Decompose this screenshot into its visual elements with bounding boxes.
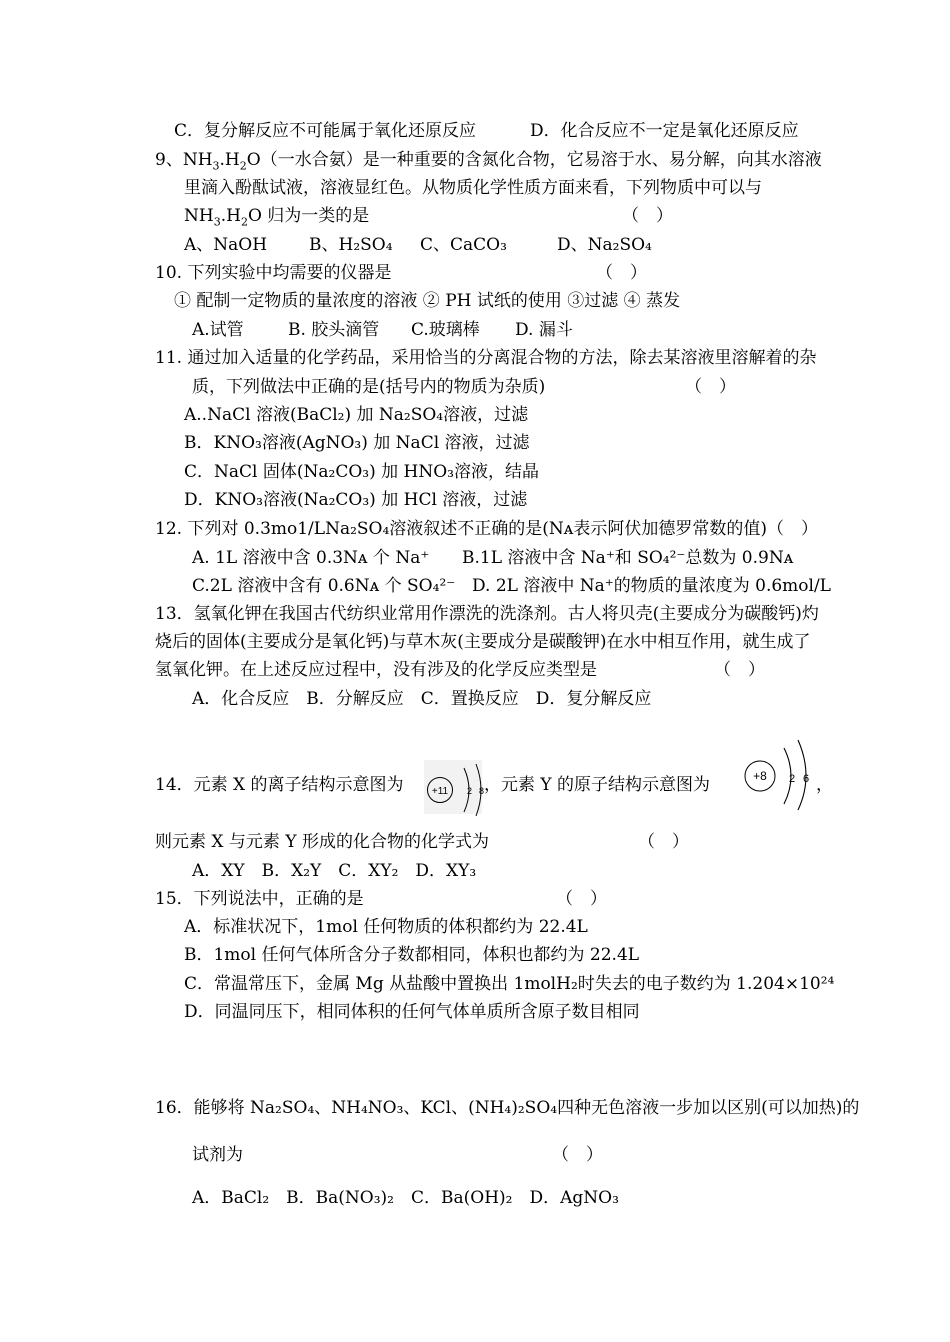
q16-stem-line2: 试剂为 xyxy=(192,1145,243,1165)
diagram-x-shell-1: 2 xyxy=(467,786,473,796)
q8-option-d: D．化合反应不一定是氧化还原反应 xyxy=(530,121,799,141)
q15-stem: 15．下列说法中，正确的是 xyxy=(155,889,364,909)
q12-option-d: D. 2L 溶液中 Na⁺的物质的量浓度为 0.6mol/L xyxy=(472,576,831,596)
q9-option-a: A、NaOH xyxy=(184,235,268,255)
q10-stem: 10. 下列实验中均需要的仪器是 xyxy=(155,263,392,283)
q9-option-b: B、H₂SO₄ xyxy=(309,235,393,255)
q9-stem-line2: 里滴入酚酞试液，溶液显红色。从物质化学性质方面来看，下列物质中可以与 xyxy=(184,178,762,198)
ion-structure-diagram-x xyxy=(424,760,485,814)
q13-answer-paren: （ ） xyxy=(714,660,765,680)
q10-option-b: B. 胶头滴管 xyxy=(288,320,380,340)
diagram-y-nucleus: +8 xyxy=(753,769,767,783)
q10-option-a: A.试管 xyxy=(192,320,244,340)
q16-stem-line1: 16．能够将 Na₂SO₄、NH₄NO₃、KCl、(NH₄)₂SO₄四种无色溶液一步加以区别(可以加热)的 xyxy=(155,1098,860,1118)
q9-stem-line1: 9、$NH_3.H_2O$（一水合氨）是一种重要的含氮化合物，它易溶于水、易分解，向其水溶液 xyxy=(155,150,822,173)
q12-stem: 12. 下列对 0.3mo1/LNa₂SO₄溶液叙述不正确的是(Nᴀ表示阿伏加德罗常数的值)（ ） xyxy=(155,519,819,539)
q14-options: A．XY B．X₂Y C．XY₂ D．XY₃ xyxy=(192,861,477,881)
q15-answer-paren: （ ） xyxy=(556,889,607,909)
diagram-y-shell-2: 6 xyxy=(803,773,810,785)
q12-option-c: C.2L 溶液中含有 0.6Nᴀ 个 SO₄²⁻ xyxy=(192,576,456,596)
q16-answer-paren: （ ） xyxy=(552,1145,603,1165)
q14-stem-mid: ，元素 Y 的原子结构示意图为 xyxy=(484,775,711,795)
diagram-x-nucleus: +11 xyxy=(431,786,449,797)
q15-option-a: A．标准状况下，1mol 任何物质的体积都约为 22.4L xyxy=(184,917,588,937)
q10-items: ① 配制一定物质的量浓度的溶液 ② PH 试纸的使用 ③过滤 ④ 蒸发 xyxy=(174,291,681,311)
q12-option-a: A. 1L 溶液中含 0.3Nᴀ 个 Na⁺ xyxy=(192,548,430,568)
q11-stem-line1: 11. 通过加入适量的化学药品，采用恰当的分离混合物的方法，除去某溶液里溶解着的杂 xyxy=(155,348,817,368)
q15-option-b: B．1mol 任何气体所含分子数都相同，体积也都约为 22.4L xyxy=(184,945,640,965)
q13-stem-line3: 氢氧化钾。在上述反应过程中，没有涉及的化学反应类型是 xyxy=(155,660,597,680)
q13-options: A．化合反应 B．分解反应 C．置换反应 D．复分解反应 xyxy=(192,689,652,709)
q9-option-c: C、CaCO₃ xyxy=(420,235,507,255)
q10-option-c: C.玻璃棒 xyxy=(411,320,480,340)
q10-option-d: D. 漏斗 xyxy=(515,320,573,340)
q11-option-a: A..NaCl 溶液(BaCl₂) 加 Na₂SO₄溶液，过滤 xyxy=(184,405,529,425)
q14-stem-post: ， xyxy=(816,775,833,795)
q15-option-d: D．同温同压下，相同体积的任何气体单质所含原子数目相同 xyxy=(184,1002,640,1022)
q14-stem-line2: 则元素 X 与元素 Y 形成的化合物的化学式为 xyxy=(155,832,489,852)
q11-option-c: C．NaCl 固体(Na₂CO₃) 加 HNO₃溶液，结晶 xyxy=(184,462,539,482)
q9-option-d: D、Na₂SO₄ xyxy=(557,235,652,255)
q14-stem-pre: 14．元素 X 的离子结构示意图为 xyxy=(155,775,404,795)
q11-answer-paren: （ ） xyxy=(685,377,736,397)
q8-option-c: C．复分解反应不可能属于氧化还原反应 xyxy=(174,121,477,141)
q11-option-d: D．KNO₃溶液(Na₂CO₃) 加 HCl 溶液，过滤 xyxy=(184,490,528,510)
q9-answer-paren: （ ） xyxy=(622,206,673,226)
q14-answer-paren: （ ） xyxy=(638,832,689,852)
atom-structure-diagram-y xyxy=(740,738,820,810)
q12-option-b: B.1L 溶液中含 Na⁺和 SO₄²⁻总数为 0.9Nᴀ xyxy=(462,548,794,568)
diagram-y-shell-1: 2 xyxy=(789,773,796,785)
q9-stem-line3: $NH_3.H_2O$ 归为一类的是 xyxy=(184,206,370,229)
diagram-x-shell-2: 8 xyxy=(479,786,485,796)
q10-answer-paren: （ ） xyxy=(596,263,647,283)
q13-stem-line2: 烧后的固体(主要成分是氧化钙)与草木灰(主要成分是碳酸钾)在水中相互作用，就生成了 xyxy=(155,632,811,652)
q15-option-c: C．常温常压下，金属 Mg 从盐酸中置换出 1molH₂时失去的电子数约为 1.204×10²⁴ xyxy=(184,974,835,994)
q13-stem-line1: 13．氢氧化钾在我国古代纺织业常用作漂洗的洗涤剂。古人将贝壳(主要成分为碳酸钙)灼 xyxy=(155,604,819,624)
q16-options: A．BaCl₂ B．Ba(NO₃)₂ C．Ba(OH)₂ D．AgNO₃ xyxy=(192,1188,619,1208)
q11-stem-line2: 质，下列做法中正确的是(括号内的物质为杂质) xyxy=(192,377,546,397)
q11-option-b: B．KNO₃溶液(AgNO₃) 加 NaCl 溶液，过滤 xyxy=(184,433,530,453)
